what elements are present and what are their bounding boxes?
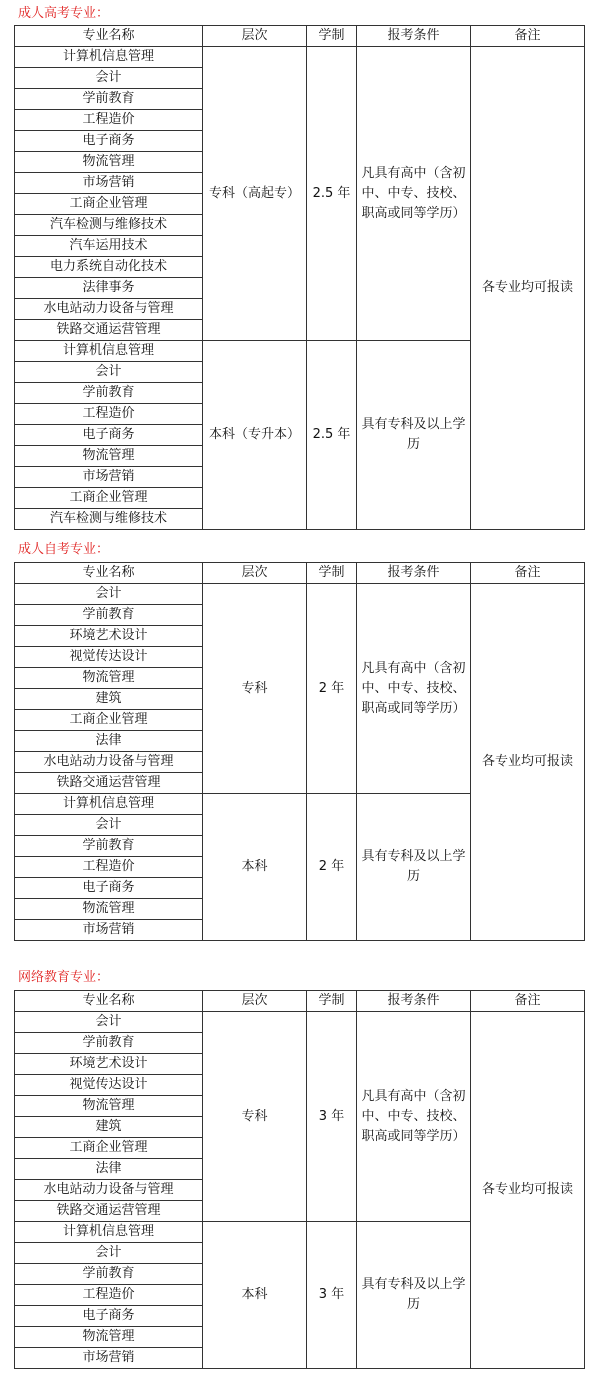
header-row [15, 26, 585, 47]
major-name-cell: 视觉传达设计 [15, 1075, 203, 1096]
major-name-cell: 工商企业管理 [15, 710, 203, 731]
major-name-cell: 铁路交通运营管理 [15, 1201, 203, 1222]
header-requirement: 报考条件 [357, 991, 471, 1012]
major-name-cell: 水电站动力设备与管理 [15, 752, 203, 773]
major-name-cell: 计算机信息管理 [15, 341, 203, 362]
level-cell: 专科（高起专） [203, 47, 307, 341]
level-cell: 专科 [203, 1012, 307, 1222]
major-name-cell: 会计 [15, 1012, 203, 1033]
major-name-cell: 工商企业管理 [15, 1138, 203, 1159]
major-name-cell: 水电站动力设备与管理 [15, 1180, 203, 1201]
major-name-cell: 市场营销 [15, 1348, 203, 1369]
major-name-cell: 电子商务 [15, 425, 203, 446]
major-name-cell: 学前教育 [15, 89, 203, 110]
requirement-cell: 凡具有高中（含初中、中专、技校、职高或同等学历） [357, 1012, 471, 1222]
header-row [15, 563, 585, 584]
major-name-cell: 法律 [15, 731, 203, 752]
major-name-cell: 电子商务 [15, 878, 203, 899]
duration-cell: 3 年 [307, 1222, 357, 1369]
header-major-name: 专业名称 [15, 26, 203, 47]
section-title: 成人高考专业： [18, 6, 110, 21]
header-row [15, 991, 585, 1012]
note-cell: 各专业均可报读 [471, 584, 585, 941]
major-name-cell: 电力系统自动化技术 [15, 257, 203, 278]
major-name-cell: 会计 [15, 1243, 203, 1264]
major-name-cell: 水电站动力设备与管理 [15, 299, 203, 320]
major-name-cell: 会计 [15, 815, 203, 836]
major-name-cell: 计算机信息管理 [15, 47, 203, 68]
header-level: 层次 [203, 991, 307, 1012]
duration-cell: 3 年 [307, 1012, 357, 1222]
major-name-cell: 法律事务 [15, 278, 203, 299]
major-name-cell: 视觉传达设计 [15, 647, 203, 668]
header-note: 备注 [471, 991, 585, 1012]
major-name-cell: 工商企业管理 [15, 488, 203, 509]
major-name-cell: 工商企业管理 [15, 194, 203, 215]
major-name-cell: 会计 [15, 362, 203, 383]
major-name-cell: 计算机信息管理 [15, 1222, 203, 1243]
header-duration: 学制 [307, 563, 357, 584]
major-name-cell: 学前教育 [15, 1033, 203, 1054]
major-name-cell: 学前教育 [15, 836, 203, 857]
major-name-cell: 物流管理 [15, 446, 203, 467]
major-name-cell: 市场营销 [15, 920, 203, 941]
major-name-cell: 汽车检测与维修技术 [15, 509, 203, 530]
major-name-cell: 环境艺术设计 [15, 1054, 203, 1075]
major-name-cell: 市场营销 [15, 173, 203, 194]
major-name-cell: 学前教育 [15, 383, 203, 404]
header-requirement: 报考条件 [357, 563, 471, 584]
major-name-cell: 铁路交通运营管理 [15, 320, 203, 341]
major-name-cell: 物流管理 [15, 899, 203, 920]
header-note: 备注 [471, 26, 585, 47]
section-title: 网络教育专业： [18, 970, 110, 985]
duration-cell: 2.5 年 [307, 47, 357, 341]
table-row [15, 47, 585, 68]
major-name-cell: 工程造价 [15, 110, 203, 131]
major-name-cell: 铁路交通运营管理 [15, 773, 203, 794]
majors-table [14, 990, 585, 1369]
header-duration: 学制 [307, 991, 357, 1012]
major-name-cell: 学前教育 [15, 605, 203, 626]
header-major-name: 专业名称 [15, 991, 203, 1012]
major-name-cell: 物流管理 [15, 1327, 203, 1348]
major-name-cell: 建筑 [15, 1117, 203, 1138]
major-name-cell: 市场营销 [15, 467, 203, 488]
major-name-cell: 建筑 [15, 689, 203, 710]
note-cell: 各专业均可报读 [471, 47, 585, 530]
duration-cell: 2 年 [307, 794, 357, 941]
major-name-cell: 计算机信息管理 [15, 794, 203, 815]
level-cell: 专科 [203, 584, 307, 794]
major-name-cell: 法律 [15, 1159, 203, 1180]
header-level: 层次 [203, 26, 307, 47]
major-name-cell: 会计 [15, 68, 203, 89]
header-major-name: 专业名称 [15, 563, 203, 584]
requirement-cell: 凡具有高中（含初中、中专、技校、职高或同等学历） [357, 47, 471, 341]
major-name-cell: 工程造价 [15, 857, 203, 878]
header-duration: 学制 [307, 26, 357, 47]
major-name-cell: 环境艺术设计 [15, 626, 203, 647]
major-name-cell: 会计 [15, 584, 203, 605]
table-row [15, 584, 585, 605]
major-name-cell: 物流管理 [15, 1096, 203, 1117]
requirement-cell: 具有专科及以上学历 [357, 341, 471, 530]
major-name-cell: 工程造价 [15, 404, 203, 425]
major-name-cell: 物流管理 [15, 152, 203, 173]
level-cell: 本科 [203, 794, 307, 941]
level-cell: 本科（专升本） [203, 341, 307, 530]
majors-table [14, 25, 585, 530]
major-name-cell: 物流管理 [15, 668, 203, 689]
requirement-cell: 具有专科及以上学历 [357, 1222, 471, 1369]
requirement-cell: 具有专科及以上学历 [357, 794, 471, 941]
duration-cell: 2 年 [307, 584, 357, 794]
table-row [15, 1012, 585, 1033]
majors-table [14, 562, 585, 941]
level-cell: 本科 [203, 1222, 307, 1369]
header-note: 备注 [471, 563, 585, 584]
major-name-cell: 汽车运用技术 [15, 236, 203, 257]
major-name-cell: 工程造价 [15, 1285, 203, 1306]
duration-cell: 2.5 年 [307, 341, 357, 530]
major-name-cell: 学前教育 [15, 1264, 203, 1285]
requirement-cell: 凡具有高中（含初中、中专、技校、职高或同等学历） [357, 584, 471, 794]
header-requirement: 报考条件 [357, 26, 471, 47]
section-title: 成人自考专业： [18, 542, 110, 557]
header-level: 层次 [203, 563, 307, 584]
major-name-cell: 电子商务 [15, 131, 203, 152]
major-name-cell: 电子商务 [15, 1306, 203, 1327]
note-cell: 各专业均可报读 [471, 1012, 585, 1369]
major-name-cell: 汽车检测与维修技术 [15, 215, 203, 236]
